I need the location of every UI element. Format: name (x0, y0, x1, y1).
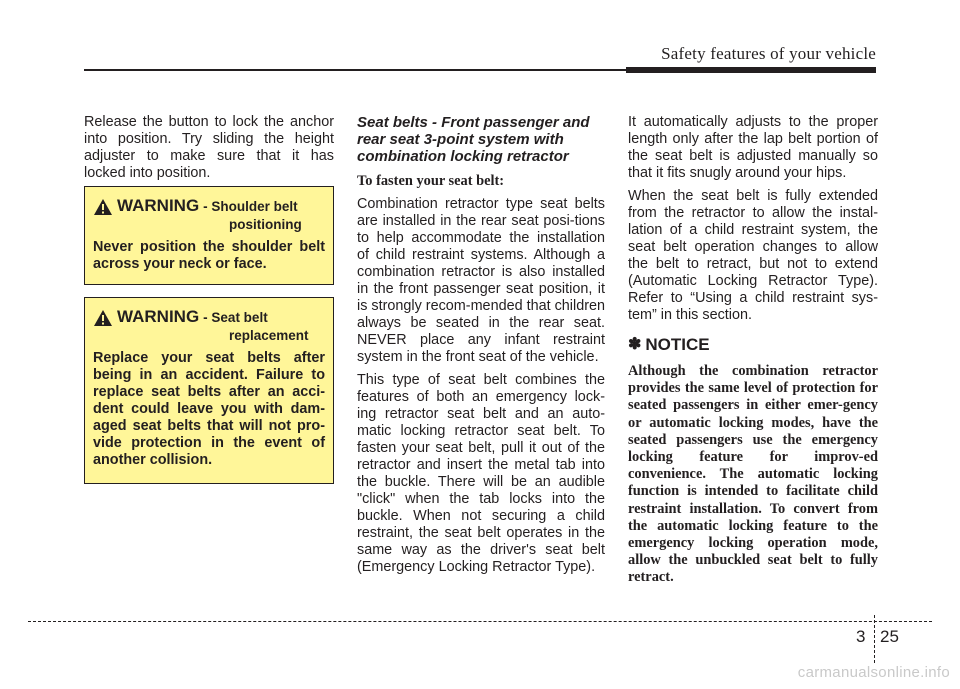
intro-paragraph: Release the button to lock the anchor into position. Try sliding the height adjuster to make sure that it has locked into position. (84, 114, 334, 181)
warning-triangle-icon (93, 309, 113, 327)
warning-subtitle-cont: replacement (229, 328, 309, 343)
warning-body: Never position the shoulder belt across your neck or face. (93, 239, 325, 272)
warning-heading (93, 308, 325, 344)
paragraph: When the seat belt is fully extended from the retractor to allow the instal-lation of a child restraint system, the seat belt operation changes to allow the belt to retract, but not to extend (Automatic Locking Retractor Type). Refer to “Using a child restraint sys-tem” in this section. (628, 188, 878, 323)
warning-word: WARNING (117, 196, 200, 215)
warning-body: Replace your seat belts after being in an accident. Failure to replace seat belts after an acci-dent could leave you with dam-aged seat belts that will not pro-vide protection in the event of another collision. (93, 350, 325, 468)
notice-star-icon: ✽ (628, 336, 642, 353)
page-number: 25 (880, 627, 899, 646)
warning-subtitle: - Shoulder belt (203, 199, 298, 214)
warning-subtitle: - Seat belt (203, 310, 268, 325)
header-bar (626, 67, 876, 73)
warning-word: WARNING (117, 307, 200, 326)
paragraph: This type of seat belt combines the features of both an emergency lock-ing retractor seat belt and an auto-matic locking retractor seat belt. To fasten your seat belt, pull it out of the retractor and insert the metal tab into the buckle. There will be an audible "click" when the tab locks into the buckle. When not securing a child restraint, the seat belt operates in the same way as the driver's seat belt (Emergency Locking Retractor Type). (357, 372, 605, 575)
notice-body: Although the combination retractor provides the same level of protection for seated passengers in either emer-gency or automatic locking modes, have the seated passengers use the emergency locking feature for improv-ed convenience. The automatic locking function is intended to facilitate child restraint installation. To convert from the automatic locking feature to the emergency locking operation mode, allow the unbuckled seat belt to fully retract. (628, 363, 878, 586)
column-middle (357, 114, 605, 582)
header-title: Safety features of your vehicle (661, 44, 876, 63)
notice-title: NOTICE (645, 335, 710, 354)
column-right (628, 114, 878, 593)
chapter-number: 3 (856, 627, 866, 646)
warning-box-shoulder-belt (84, 186, 334, 285)
paragraph: Combination retractor type seat belts are installed in the rear seat posi-tions to help accommodate the installation of child restraint systems. Although a combination retractor is also installed in the front passenger seat position, it is strongly recom-mended that children always be seated in the rear seat. NEVER place any infant restraint system in the front seat of the vehicle. (357, 196, 605, 365)
warning-subtitle-cont: positioning (229, 217, 302, 232)
column-left (84, 114, 334, 188)
subheading: To fasten your seat belt: (357, 173, 505, 189)
watermark: carmanualsonline.info (797, 664, 950, 681)
footer-rule (28, 621, 932, 622)
warning-box-seat-belt-replacement (84, 297, 334, 484)
section-title: Seat belts - Front passenger and rear seat 3-point system with combination locking retractor (357, 114, 590, 165)
notice-heading (628, 336, 878, 353)
page-number-separator (874, 615, 875, 663)
paragraph: It automatically adjusts to the proper length only after the lap belt portion of the seat belt is adjusted manually so that it fits snugly around your hips. (628, 114, 878, 181)
warning-triangle-icon (93, 198, 113, 216)
warning-heading (93, 197, 325, 233)
